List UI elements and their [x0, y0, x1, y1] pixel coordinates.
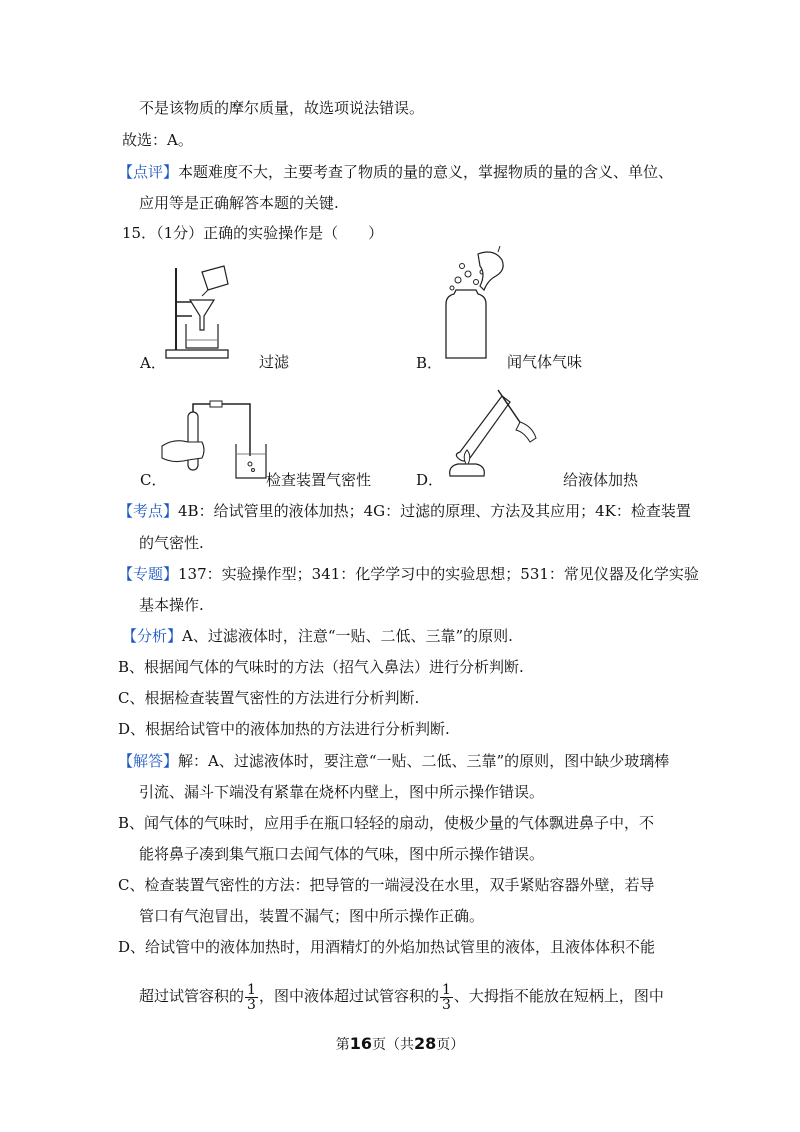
zhuanti-line-2: 基本操作.	[139, 596, 204, 614]
jieda-8b: ，图中液体超过试管容积的	[258, 987, 439, 1005]
footer-prefix: 第	[335, 1037, 350, 1053]
figure-heating-liquid	[440, 386, 540, 486]
zhuanti-text: 137：实验操作型；341：化学学习中的实验思想；531：常见仪器及化学实验	[178, 565, 699, 583]
option-c-letter: C．	[140, 471, 167, 489]
jieda-line-7: D、给试管中的液体加热时，用酒精灯的外焰加热试管里的液体，且液体体积不能	[118, 938, 656, 956]
review-tag: 【点评】	[118, 163, 179, 181]
option-d-text: 给液体加热	[563, 471, 639, 489]
kaodian-line-2: 的气密性.	[139, 534, 204, 552]
kaodian-text: 4B：给试管里的液体加热；4G：过滤的原理、方法及其应用；4K：检查装置	[178, 502, 691, 520]
answer-line: 故选：A。	[122, 131, 193, 149]
kaodian-line	[118, 500, 691, 522]
option-d-letter: D．	[416, 471, 444, 489]
review-text: 本题难度不大，主要考查了物质的量的意义，掌握物质的量的含义、单位、	[178, 163, 674, 181]
fenxi-tag: 【分析】	[122, 627, 183, 645]
option-c-text: 检查装置气密性	[266, 471, 372, 489]
fraction-numerator: 1	[247, 981, 256, 998]
option-a-letter: A．	[140, 354, 166, 372]
fraction-numerator-2: 1	[441, 981, 451, 998]
text-line: 不是该物质的摩尔质量，故选项说法错误。	[139, 99, 425, 117]
fenxi-text: A、过滤液体时，注意“一贴、二低、三靠”的原则.	[182, 627, 513, 645]
kaodian-tag: 【考点】	[118, 502, 179, 520]
option-b-text: 闻气体气味	[507, 353, 583, 371]
zhuanti-line	[118, 563, 699, 585]
fraction-denominator: 3	[247, 996, 256, 1013]
jieda-line-4: 能将鼻子凑到集气瓶口去闻气体的气味，图中所示操作错误。	[139, 845, 545, 863]
jieda-line-3: B、闻气体的气味时，应用手在瓶口轻轻的扇动，使极少量的气体飘进鼻子中，不	[118, 814, 655, 832]
figure-airtightness	[160, 398, 270, 480]
jieda-8c: 、大拇指不能放在短柄上，图中	[453, 987, 664, 1005]
figure-filtration	[162, 262, 242, 362]
review-line-2: 应用等是正确解答本题的关键.	[139, 194, 339, 212]
zhuanti-tag: 【专题】	[118, 565, 179, 583]
fenxi-line	[122, 625, 513, 647]
footer-total: 28	[414, 1034, 437, 1053]
figure-smell-gas	[436, 246, 516, 364]
fenxi-line-2: B、根据闻气体的气味时的方法（招气入鼻法）进行分析判断.	[118, 658, 524, 676]
question-15: 15．（1分）正确的实验操作是（ ）	[122, 224, 384, 242]
fraction-denominator-2: 3	[441, 996, 451, 1013]
footer-mid: 页（共	[372, 1037, 414, 1053]
jieda-line-2: 引流、漏斗下端没有紧靠在烧杯内壁上，图中所示操作错误。	[139, 783, 545, 801]
fraction-one-third-2	[440, 983, 453, 1012]
footer-suffix: 页）	[436, 1037, 465, 1053]
review-line	[118, 161, 673, 183]
fenxi-line-3: C、根据检查装置气密性的方法进行分析判断.	[118, 689, 420, 707]
jieda-text: 解：A、过滤液体时，要注意“一贴、二低、三靠”的原则，图中缺少玻璃棒	[178, 752, 670, 770]
footer-page: 16	[349, 1034, 372, 1053]
option-a-text: 过滤	[259, 353, 290, 371]
jieda-line-6: 管口有气泡冒出，装置不漏气；图中所示操作正确。	[139, 907, 485, 925]
jieda-line-5: C、检查装置气密性的方法：把导管的一端浸没在水里，双手紧贴容器外壁，若导	[118, 876, 655, 894]
jieda-tag: 【解答】	[118, 752, 179, 770]
option-b-letter: B．	[416, 354, 443, 372]
fenxi-line-4: D、根据给试管中的液体加热的方法进行分析判断.	[118, 720, 450, 738]
jieda-line	[118, 750, 669, 772]
jieda-line-8	[139, 976, 664, 1016]
jieda-8a: 超过试管容积的	[139, 987, 245, 1005]
fraction-one-third	[245, 983, 258, 1012]
page-footer	[0, 1034, 800, 1054]
